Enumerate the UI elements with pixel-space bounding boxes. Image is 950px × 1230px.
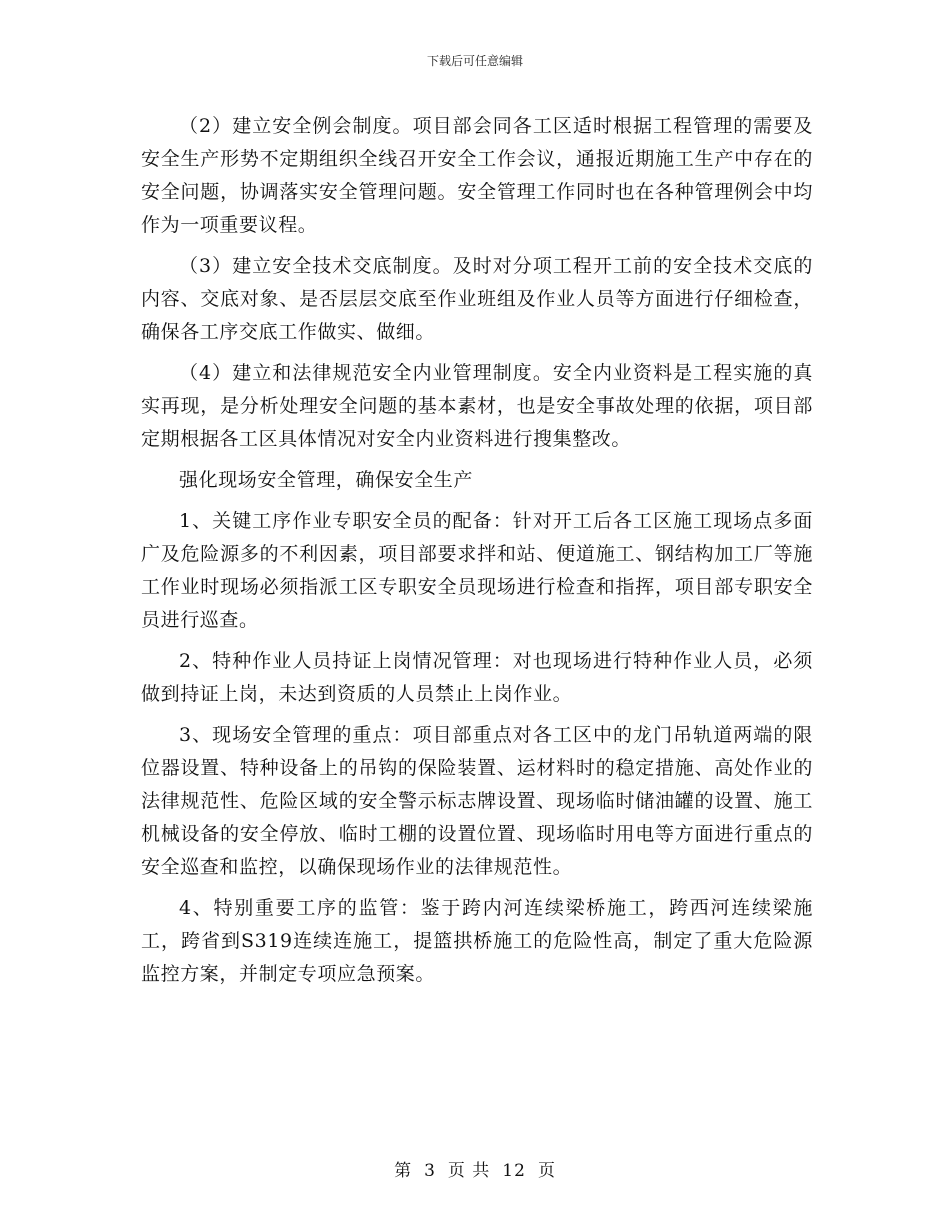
- paragraph-certified-workers: 2、特种作业人员持证上岗情况管理：对也现场进行特种作业人员，必须做到持证上岗，未达到资质的人员禁止上岗作业。: [141, 650, 813, 705]
- section-heading-site-safety: 强化现场安全管理，确保安全生产: [179, 469, 474, 491]
- footer-suffix: 页: [537, 1161, 556, 1181]
- footer-middle: 页 共: [447, 1161, 491, 1181]
- paragraph-safety-officer: 1、关键工序作业专职安全员的配备：针对开工后各工区施工现场点多面广及危险源多的不利因素，项目部要求拌和站、便道施工、钢结构加工厂等施工作业时现场必须指派工区专职安全员现场进行检查和指挥，项目部专职安全员进行巡查。: [141, 510, 813, 631]
- page-number-footer: [0, 1156, 950, 1181]
- paragraph-key-points: 3、现场安全管理的重点：项目部重点对各工区中的龙门吊轨道两端的限位器设置、特种设备上的吊钩的保险装置、运材料时的稳定措施、高处作业的法律规范性、危险区域的安全警示标志牌设置、现场临时储油罐的设置、施工机械设备的安全停放、临时工棚的设置位置、现场临时用电等方面进行重点的安全巡查和监控，以确保现场作业的法律规范性。: [141, 724, 813, 878]
- paragraph-critical-process: 4、特别重要工序的监管：鉴于跨内河连续梁桥施工，跨西河连续梁施工，跨省到S319连续连施工，提篮拱桥施工的危险性高，制定了重大危险源监控方案，并制定专项应急预案。: [141, 897, 813, 985]
- footer-prefix: 第: [394, 1161, 413, 1181]
- paragraph-internal-records: （4）建立和法律规范安全内业管理制度。安全内业资料是工程实施的真实再现，是分析处理安全问题的基本素材，也是安全事故处理的依据，项目部定期根据各工区具体情况对安全内业资料进行搜集整改。: [141, 362, 813, 450]
- footer-total-pages: 12: [502, 1161, 526, 1181]
- paragraph-safety-meeting: （2）建立安全例会制度。项目部会同各工区适时根据工程管理的需要及安全生产形势不定期组织全线召开安全工作会议，通报近期施工生产中存在的安全问题，协调落实安全管理问题。安全管理工作同时也在各种管理例会中均作为一项重要议程。: [141, 115, 813, 236]
- paragraph-technical-briefing: （3）建立安全技术交底制度。及时对分项工程开工前的安全技术交底的内容、交底对象、是否层层交底至作业班组及作业人员等方面进行仔细检查，确保各工序交底工作做实、做细。: [141, 255, 813, 343]
- page-header-note: 下载后可任意编辑: [426, 54, 523, 68]
- document-body: [141, 110, 813, 999]
- footer-page-number: 3: [424, 1161, 436, 1181]
